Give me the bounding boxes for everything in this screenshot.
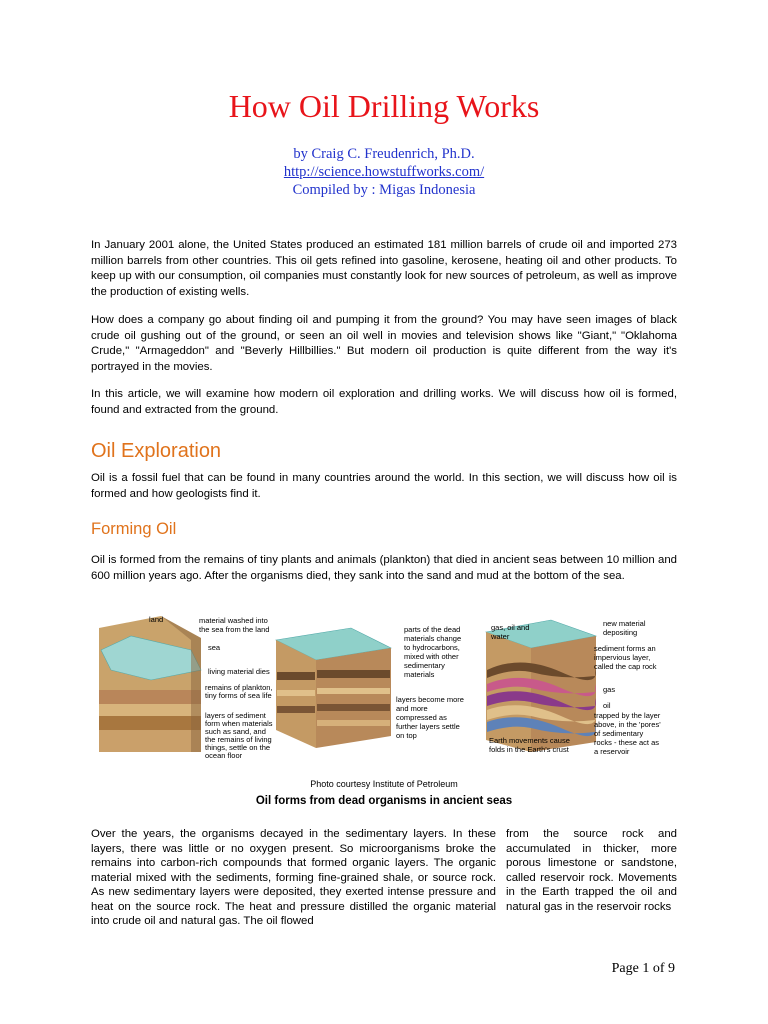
figure-label: further layers settle <box>396 722 460 731</box>
figure-label: a reservoir <box>594 747 630 756</box>
figure-label: gas, oil and <box>491 623 530 632</box>
figure-label: trapped by the layer <box>594 711 661 720</box>
figure-label: sedimentary <box>404 661 445 670</box>
intro-paragraph-1: In January 2001 alone, the United States produced an estimated 181 million barrels of crude oil and imported 273 million barrels from other countries. This oil gets refined into gasoline, kerosene, heating oil and other products. To keep up with our consumption, oil companies must constantly look for new sources of petroleum, as well as improve the production of existing wells. <box>91 239 677 298</box>
figure-label: materials <box>404 670 435 679</box>
figure-label: of sedimentary <box>594 729 644 738</box>
figure-label: tiny forms of sea life <box>205 691 272 700</box>
figure-label: mixed with other <box>404 652 459 661</box>
compiled-by-line: Compiled by : Migas Indonesia <box>292 182 476 198</box>
intro-paragraph-2: How does a company go about finding oil and pumping it from the ground? You may have seen images of black crude oil gushing out of the ground, or seen an oil well in movies and television shows like "Giant," "Oklahoma Crude," "Armageddon" and "Beverly Hillbillies." But modern oil production is quite different from the way it's portrayed in the movies. <box>91 314 677 373</box>
page-number: Page 1 of 9 <box>611 961 675 976</box>
figure-label: the sea from the land <box>199 625 270 634</box>
figure-label: form when materials <box>205 719 273 728</box>
subsection-paragraph: Oil is formed from the remains of tiny plants and animals (plankton) that died in ancient seas between 10 million and 600 million years ago. After the organisms died, they sank into the sand and mud at the bottom of the sea. <box>91 554 677 582</box>
figure-label: materials change <box>404 634 462 643</box>
column-right-text: from the source rock and accumulated in thicker, more porous limestone or sandstone, called reservoir rock. Movements in the Earth trapped the oil and natural gas in the reservoir rocks <box>506 828 677 913</box>
figure-label: folds in the Earth's crust <box>489 745 569 754</box>
figure-label: remains of plankton, <box>205 683 273 692</box>
figure-label: called the cap rock <box>594 662 657 671</box>
figure-label: ocean floor <box>205 751 243 760</box>
source-link[interactable]: http://science.howstuffworks.com/ <box>283 164 485 180</box>
figure-label: sea <box>208 643 221 652</box>
figure-label: parts of the dead <box>404 625 461 634</box>
oil-formation-diagram <box>91 610 677 760</box>
figure-label: new material <box>603 619 646 628</box>
figure-label: water <box>491 632 510 641</box>
section-paragraph: Oil is a fossil fuel that can be found in many countries around the world. In this section, we will discuss how oil is formed and how geologists find it. <box>91 472 677 500</box>
subsection-heading: Forming Oil <box>91 520 177 538</box>
oil-formation-figure <box>91 610 677 760</box>
figure-label: and more <box>396 704 428 713</box>
figure-label: compressed as <box>396 713 447 722</box>
figure-caption: Oil forms from dead organisms in ancient seas <box>255 795 513 807</box>
author-line: by Craig C. Freudenrich, Ph.D. <box>293 146 475 162</box>
figure-label: impervious layer, <box>594 653 651 662</box>
figure-label: gas <box>603 685 616 694</box>
column-left-text: Over the years, the organisms decayed in the sedimentary layers. In these layers, there was little or no oxygen present. So microorganisms broke the remains into carbon-rich compounds that formed organic layers. The organic material mixed with the sediments, forming fine-grained shale, or source rock. As new sedimentary layers were deposited, they exerted intense pressure and heat on the source rock. The heat and pressure distilled the organic material into crude oil and natural gas. The oil flowed <box>91 828 496 927</box>
figure-label: layers become more <box>396 695 464 704</box>
panel-1-block <box>99 616 201 752</box>
figure-label: things, settle on the <box>205 743 271 752</box>
figure-label: land <box>149 615 164 624</box>
figure-label: living material dies <box>208 667 270 676</box>
photo-credit: Photo courtesy Institute of Petroleum <box>310 779 458 789</box>
panel-2-block <box>276 628 391 748</box>
document-title: How Oil Drilling Works <box>228 88 540 124</box>
figure-label: sediment forms an <box>594 644 656 653</box>
intro-paragraph-3: In this article, we will examine how modern oil exploration and drilling works. We will discuss how oil is formed, found and extracted from the ground. <box>91 388 677 416</box>
byline <box>0 145 768 199</box>
figure-label: to hydrocarbons, <box>404 643 460 652</box>
figure-label: the remains of living <box>205 735 272 744</box>
figure-label: above, in the 'pores' <box>594 720 661 729</box>
figure-label: rocks - these act as <box>594 738 660 747</box>
figure-label: such as sand, and <box>205 727 266 736</box>
figure-label: depositing <box>603 628 638 637</box>
section-heading: Oil Exploration <box>91 440 222 462</box>
figure-label: material washed into <box>199 616 268 625</box>
figure-label: layers of sediment <box>205 711 266 720</box>
figure-label: Earth movements cause <box>489 736 570 745</box>
figure-label: oil <box>603 701 611 710</box>
figure-label: on top <box>396 731 417 740</box>
panel-2-labels <box>396 625 464 740</box>
